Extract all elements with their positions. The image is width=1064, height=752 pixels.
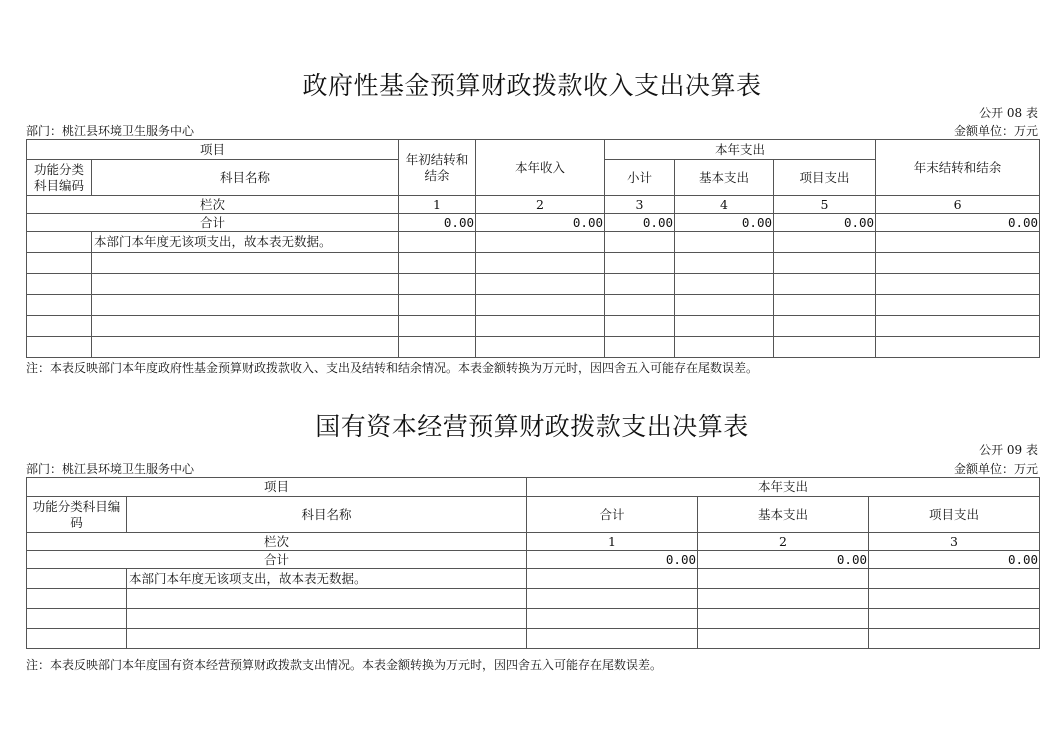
table2-total-value: 0.00	[869, 551, 1040, 569]
table1-col-number: 4	[675, 196, 774, 214]
table1-total-value: 0.00	[675, 214, 774, 232]
table-row	[27, 629, 1040, 649]
table2-empty-note: 本部门本年度无该项支出，故本表无数据。	[127, 569, 527, 589]
table1-header-expense: 本年支出	[605, 140, 876, 160]
table2-header-expense: 本年支出	[527, 478, 1040, 497]
table2-total-value: 0.00	[698, 551, 869, 569]
table1-col-number: 5	[774, 196, 876, 214]
table1	[26, 139, 1040, 358]
table2-total-label: 合计	[27, 551, 527, 569]
table2-col-number: 2	[698, 533, 869, 551]
table2-title: 国有资本经营预算财政拨款支出决算表	[315, 412, 749, 441]
table-row	[27, 295, 1040, 316]
table2-total-value: 0.00	[527, 551, 698, 569]
table1-header-item: 项目	[27, 140, 399, 160]
table1-title: 政府性基金预算财政拨款收入支出决算表	[302, 71, 762, 100]
table1-empty-note: 本部门本年度无该项支出，故本表无数据。	[92, 232, 399, 253]
table-row	[27, 569, 1040, 589]
table1-code: 公开 08 表	[979, 106, 1038, 120]
table1-col-label: 栏次	[27, 196, 399, 214]
table2-footnote: 注：本表反映部门本年度国有资本经营预算财政拨款支出情况。本表金额转换为万元时，因四舍五入可能存在尾数误差。	[26, 658, 663, 672]
table1-total-value: 0.00	[476, 214, 605, 232]
table1-total-value: 0.00	[876, 214, 1040, 232]
table2-header-total: 合计	[527, 497, 698, 533]
table-row	[27, 253, 1040, 274]
table2-header-func-code: 功能分类科目编码	[27, 497, 127, 533]
table1-col-number: 3	[605, 196, 675, 214]
table1-col-number: 2	[476, 196, 605, 214]
table-row	[27, 316, 1040, 337]
table1-total-value: 0.00	[774, 214, 876, 232]
table1-header-end-balance: 年末结转和结余	[876, 140, 1040, 196]
table1-header-subject-name: 科目名称	[92, 160, 399, 196]
table2-department: 部门：桃江县环境卫生服务中心	[26, 462, 195, 476]
table1-total-label: 合计	[27, 214, 399, 232]
table1-header-basic: 基本支出	[675, 160, 774, 196]
table-row	[27, 589, 1040, 609]
table1-footnote: 注：本表反映部门本年度政府性基金预算财政拨款收入、支出及结转和结余情况。本表金额转换为万元时，因四舍五入可能存在尾数误差。	[26, 361, 759, 375]
table1-department: 部门：桃江县环境卫生服务中心	[26, 124, 195, 138]
table1-header-income: 本年收入	[476, 140, 605, 196]
table1-header-subtotal: 小计	[605, 160, 675, 196]
table2	[26, 477, 1040, 649]
table2-unit: 金额单位：万元	[953, 462, 1038, 476]
table2-header-subject-name: 科目名称	[127, 497, 527, 533]
table1-header-project: 项目支出	[774, 160, 876, 196]
table2-col-number: 1	[527, 533, 698, 551]
table-row	[27, 232, 1040, 253]
table-row	[27, 609, 1040, 629]
table1-col-number: 1	[399, 196, 476, 214]
table1-col-number: 6	[876, 196, 1040, 214]
table-row	[27, 337, 1040, 358]
table1-header-begin-balance: 年初结转和结余	[399, 140, 476, 196]
table2-col-label: 栏次	[27, 533, 527, 551]
table1-unit: 金额单位：万元	[953, 124, 1038, 138]
table2-code: 公开 09 表	[979, 443, 1038, 457]
table2-col-number: 3	[869, 533, 1040, 551]
table-row	[27, 274, 1040, 295]
table2-header-item: 项目	[27, 478, 527, 497]
table2-header-project: 项目支出	[869, 497, 1040, 533]
table1-total-value: 0.00	[399, 214, 476, 232]
table1-header-func-code: 功能分类科目编码	[27, 160, 92, 196]
table1-total-value: 0.00	[605, 214, 675, 232]
table2-header-basic: 基本支出	[698, 497, 869, 533]
